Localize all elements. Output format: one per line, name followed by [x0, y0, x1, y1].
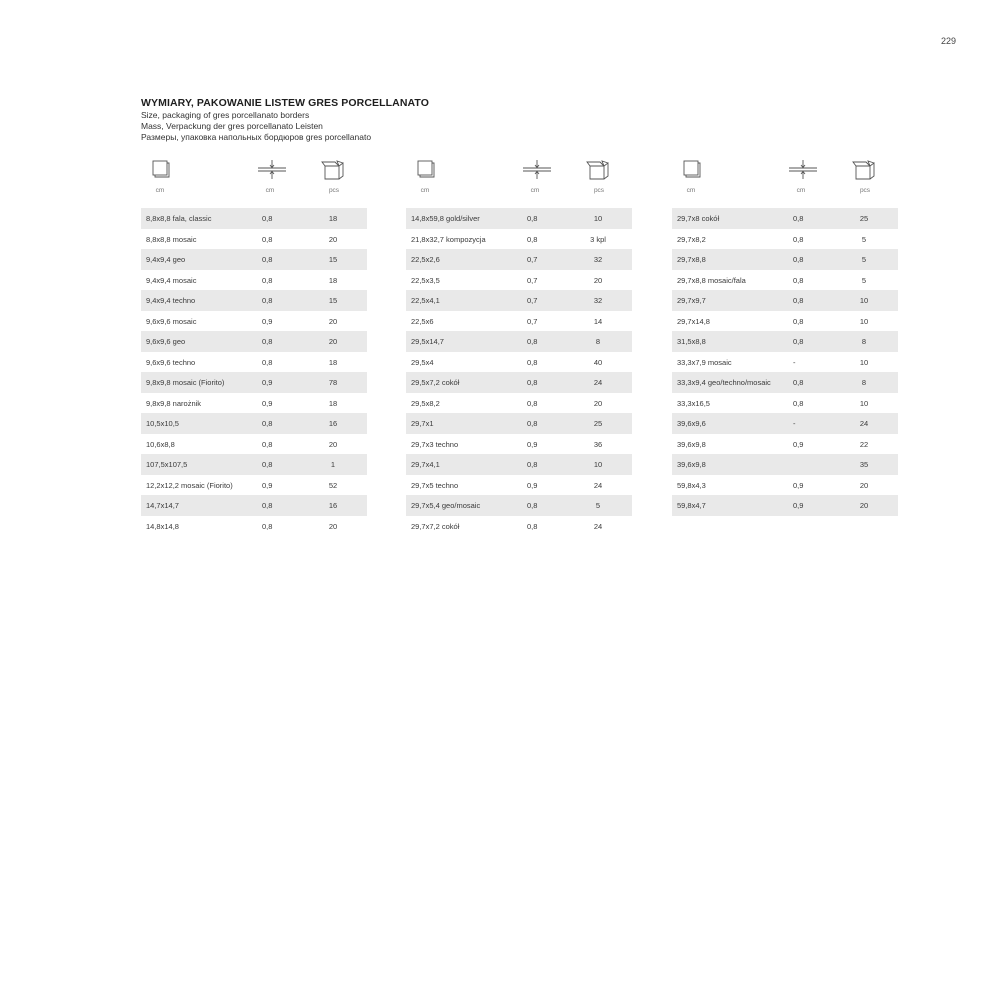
pieces-cell: 20 — [593, 275, 603, 285]
pieces-cell: 20 — [328, 439, 338, 449]
pieces-cell: 78 — [328, 378, 338, 387]
pieces-cell: 24 — [593, 480, 603, 490]
table-row — [406, 352, 632, 373]
table-rows — [672, 208, 898, 516]
thickness-cell: 0,9 — [262, 316, 273, 326]
thickness-cell: 0,8 — [793, 214, 804, 223]
dimensions-table-2 — [406, 160, 632, 536]
thickness-cell: 0,9 — [262, 378, 273, 387]
size-cell: 29,5x4 — [411, 357, 434, 367]
table-row — [672, 290, 898, 311]
size-cell: 10,5x10,5 — [146, 419, 179, 428]
icons-row — [141, 160, 367, 182]
table-row — [406, 290, 632, 311]
pieces-cell: 18 — [328, 214, 338, 223]
pieces-cell: 16 — [328, 501, 338, 510]
table-row — [406, 270, 632, 291]
pieces-cell: 10 — [859, 357, 869, 367]
thickness-cell: 0,8 — [793, 316, 804, 326]
size-cell: 39,6x9,8 — [677, 439, 706, 449]
thickness-cell: 0,8 — [793, 275, 804, 285]
size-cell: 29,7x4,1 — [411, 460, 440, 469]
pieces-cell: 25 — [859, 214, 869, 223]
unit-thickness: cm — [530, 187, 540, 194]
pieces-cell: 20 — [328, 234, 338, 244]
unit-pieces: pcs — [859, 187, 871, 194]
pieces-cell: 8 — [861, 337, 867, 346]
unit-thickness: cm — [265, 187, 275, 194]
size-cell: 33,3x7,9 mosaic — [677, 357, 732, 367]
table-row — [406, 516, 632, 537]
size-cell: 8,8x8,8 mosaic — [146, 234, 197, 244]
thickness-cell: 0,8 — [527, 501, 538, 510]
size-cell: 22,5x4,1 — [411, 296, 440, 305]
thickness-cell: 0,7 — [527, 296, 538, 305]
pieces-cell: 20 — [859, 480, 869, 490]
icons-row — [672, 160, 898, 182]
size-cell: 14,8x14,8 — [146, 521, 179, 531]
table-row — [672, 454, 898, 475]
size-cell: 8,8x8,8 fala, classic — [146, 214, 212, 223]
thickness-cell: 0,8 — [793, 398, 804, 408]
pieces-cell: 35 — [859, 460, 869, 469]
table-row — [141, 372, 367, 393]
units-row — [406, 182, 632, 208]
heading — [141, 97, 901, 143]
subtitle-de: Mass, Verpackung der gres porcellanato Leisten — [141, 121, 323, 131]
size-cell: 29,7x8 cokół — [677, 214, 720, 223]
pieces-cell: 20 — [328, 337, 338, 346]
box-package-icon — [586, 160, 610, 180]
table-row — [672, 270, 898, 291]
thickness-cell: 0,8 — [527, 521, 538, 531]
table-row — [672, 311, 898, 332]
table-row — [141, 454, 367, 475]
thickness-cell: - — [793, 419, 796, 428]
size-cell: 22,5x3,5 — [411, 275, 440, 285]
units-row — [141, 182, 367, 208]
table-row — [672, 475, 898, 496]
page-number: 229 — [940, 36, 956, 46]
size-cell: 29,7x8,2 — [677, 234, 706, 244]
size-cell: 9,4x9,4 techno — [146, 296, 196, 305]
table-row — [141, 475, 367, 496]
box-package-icon — [852, 160, 876, 180]
pieces-cell: 10 — [593, 214, 603, 223]
box-package-icon — [321, 160, 345, 180]
unit-pieces: pcs — [328, 187, 340, 194]
size-cell: 12,2x12,2 mosaic (Fiorito) — [146, 480, 233, 490]
pieces-cell: 8 — [595, 337, 601, 346]
table-row — [141, 393, 367, 414]
size-cell: 29,7x8,8 mosaic/fala — [677, 275, 746, 285]
thickness-cell: 0,8 — [793, 378, 804, 387]
unit-size: cm — [686, 187, 696, 194]
thickness-cell: 0,8 — [793, 234, 804, 244]
pieces-cell: 24 — [859, 419, 869, 428]
table-row — [672, 434, 898, 455]
thickness-icon — [523, 160, 551, 180]
size-cell: 9,4x9,4 geo — [146, 255, 186, 264]
pieces-cell: 5 — [861, 234, 867, 244]
thickness-cell: 0,8 — [527, 214, 538, 223]
page-title: WYMIARY, PAKOWANIE LISTEW GRES PORCELLANATO — [141, 97, 429, 109]
pieces-cell: 8 — [861, 378, 867, 387]
table-row — [141, 249, 367, 270]
table-row — [672, 413, 898, 434]
size-cell: 21,8x32,7 kompozycja — [411, 234, 486, 244]
thickness-cell: 0,8 — [262, 296, 273, 305]
table-row — [672, 208, 898, 229]
pieces-cell: 20 — [593, 398, 603, 408]
thickness-cell: 0,9 — [262, 398, 273, 408]
table-row — [406, 475, 632, 496]
unit-thickness: cm — [796, 187, 806, 194]
pieces-cell: 40 — [593, 357, 603, 367]
table-row — [406, 393, 632, 414]
size-cell: 29,5x8,2 — [411, 398, 440, 408]
size-cell: 29,5x7,2 cokół — [411, 378, 460, 387]
table-row — [672, 495, 898, 516]
pieces-cell: 18 — [328, 398, 338, 408]
thickness-cell: - — [793, 357, 796, 367]
size-cell: 29,7x14,8 — [677, 316, 710, 326]
size-cell: 9,6x9,6 mosaic — [146, 316, 197, 326]
pieces-cell: 5 — [861, 275, 867, 285]
unit-size: cm — [420, 187, 430, 194]
thickness-cell: 0,7 — [527, 316, 538, 326]
table-row — [406, 229, 632, 250]
pieces-cell: 10 — [859, 398, 869, 408]
units-row — [672, 182, 898, 208]
thickness-cell: 0,8 — [262, 439, 273, 449]
table-row — [672, 352, 898, 373]
size-cell: 9,8x9,8 mosaic (Fiorito) — [146, 378, 225, 387]
table-row — [141, 413, 367, 434]
unit-size: cm — [155, 187, 165, 194]
pieces-cell: 10 — [859, 316, 869, 326]
thickness-cell: 0,7 — [527, 275, 538, 285]
dimensions-table-3 — [672, 160, 898, 516]
pieces-cell: 18 — [328, 275, 338, 285]
pieces-cell: 15 — [328, 296, 338, 305]
size-cell: 29,7x5 techno — [411, 480, 459, 490]
table-row — [672, 393, 898, 414]
table-row — [406, 311, 632, 332]
table-row — [406, 454, 632, 475]
table-rows — [406, 208, 632, 536]
table-row — [672, 229, 898, 250]
pieces-cell: 16 — [328, 419, 338, 428]
pieces-cell: 15 — [328, 255, 338, 264]
size-cell: 59,8x4,7 — [677, 501, 706, 510]
table-row — [141, 290, 367, 311]
pieces-cell: 3 kpl — [590, 234, 606, 244]
size-cell: 29,5x14,7 — [411, 337, 444, 346]
size-cell: 14,7x14,7 — [146, 501, 179, 510]
table-row — [406, 249, 632, 270]
size-cell: 10,6x8,8 — [146, 439, 175, 449]
thickness-cell: 0,8 — [527, 398, 538, 408]
thickness-cell: 0,9 — [527, 480, 538, 490]
thickness-cell: 0,9 — [793, 439, 804, 449]
thickness-cell: 0,9 — [527, 439, 538, 449]
tile-size-icon — [152, 160, 170, 178]
pieces-cell: 5 — [595, 501, 601, 510]
pieces-cell: 32 — [593, 296, 603, 305]
size-cell: 9,6x9,6 geo — [146, 337, 186, 346]
size-cell: 29,7x3 techno — [411, 439, 459, 449]
thickness-cell: 0,8 — [262, 234, 273, 244]
pieces-cell: 10 — [593, 460, 603, 469]
pieces-cell: 5 — [861, 255, 867, 264]
pieces-cell: 52 — [328, 480, 338, 490]
tile-size-icon — [417, 160, 435, 178]
thickness-cell: 0,8 — [527, 357, 538, 367]
thickness-cell: 0,8 — [262, 460, 273, 469]
pieces-cell: 20 — [859, 501, 869, 510]
table-row — [672, 372, 898, 393]
thickness-cell: 0,8 — [527, 234, 538, 244]
size-cell: 29,7x1 — [411, 419, 434, 428]
thickness-cell: 0,8 — [793, 255, 804, 264]
thickness-cell: 0,8 — [527, 337, 538, 346]
size-cell: 9,8x9,8 narożnik — [146, 398, 202, 408]
table-row — [406, 413, 632, 434]
thickness-cell: 0,8 — [262, 419, 273, 428]
thickness-cell: 0,9 — [793, 501, 804, 510]
table-row — [141, 229, 367, 250]
thickness-cell: 0,8 — [262, 501, 273, 510]
size-cell: 9,4x9,4 mosaic — [146, 275, 197, 285]
table-row — [141, 311, 367, 332]
thickness-cell: 0,8 — [262, 214, 273, 223]
size-cell: 31,5x8,8 — [677, 337, 706, 346]
pieces-cell: 24 — [593, 521, 603, 531]
size-cell: 39,6x9,6 — [677, 419, 706, 428]
dimensions-table-1 — [141, 160, 367, 536]
table-row — [141, 270, 367, 291]
thickness-cell: 0,8 — [262, 357, 273, 367]
thickness-icon — [258, 160, 286, 180]
pieces-cell: 20 — [328, 316, 338, 326]
table-row — [141, 208, 367, 229]
thickness-cell: 0,9 — [793, 480, 804, 490]
pieces-cell: 10 — [859, 296, 869, 305]
subtitle-en: Size, packaging of gres porcellanato borders — [141, 110, 310, 120]
pieces-cell: 18 — [328, 357, 338, 367]
thickness-cell: 0,8 — [262, 337, 273, 346]
size-cell: 29,7x9,7 — [677, 296, 706, 305]
thickness-cell: 0,8 — [262, 521, 273, 531]
icons-row — [406, 160, 632, 182]
size-cell: 9,6x9,6 techno — [146, 357, 196, 367]
pieces-cell: 24 — [593, 378, 603, 387]
table-row — [672, 331, 898, 352]
table-row — [406, 372, 632, 393]
size-cell: 29,7x5,4 geo/mosaic — [411, 501, 481, 510]
table-row — [406, 331, 632, 352]
table-row — [672, 249, 898, 270]
subtitle-ru: Размеры, упаковка напольных бордюров gres porcellanato — [141, 132, 372, 142]
size-cell: 29,7x7,2 cokół — [411, 521, 460, 531]
thickness-cell: 0,8 — [793, 296, 804, 305]
size-cell: 39,6x9,8 — [677, 460, 706, 469]
thickness-cell: 0,8 — [527, 460, 538, 469]
size-cell: 22,5x6 — [411, 316, 434, 326]
table-row — [406, 495, 632, 516]
thickness-cell: 0,9 — [262, 480, 273, 490]
pieces-cell: 1 — [330, 460, 336, 469]
pieces-cell: 20 — [328, 521, 338, 531]
size-cell: 29,7x8,8 — [677, 255, 706, 264]
pieces-cell: 36 — [593, 439, 603, 449]
table-row — [141, 434, 367, 455]
size-cell: 59,8x4,3 — [677, 480, 706, 490]
tile-size-icon — [683, 160, 701, 178]
size-cell: 33,3x16,5 — [677, 398, 710, 408]
table-row — [141, 352, 367, 373]
table-row — [406, 434, 632, 455]
table-row — [406, 208, 632, 229]
table-row — [141, 331, 367, 352]
thickness-cell: 0,8 — [793, 337, 804, 346]
thickness-cell: 0,8 — [262, 255, 273, 264]
size-cell: 22,5x2,6 — [411, 255, 440, 264]
thickness-cell: 0,7 — [527, 255, 538, 264]
thickness-cell: 0,8 — [527, 419, 538, 428]
table-row — [141, 495, 367, 516]
thickness-cell: 0,8 — [527, 378, 538, 387]
pieces-cell: 22 — [859, 439, 869, 449]
table-rows — [141, 208, 367, 536]
size-cell: 107,5x107,5 — [146, 460, 188, 469]
size-cell: 33,3x9,4 geo/techno/mosaic — [677, 378, 771, 387]
unit-pieces: pcs — [593, 187, 605, 194]
pieces-cell: 25 — [593, 419, 603, 428]
pieces-cell: 14 — [593, 316, 603, 326]
size-cell: 14,8x59,8 gold/silver — [411, 214, 480, 223]
pieces-cell: 32 — [593, 255, 603, 264]
table-row — [141, 516, 367, 537]
thickness-cell: 0,8 — [262, 275, 273, 285]
thickness-icon — [789, 160, 817, 180]
